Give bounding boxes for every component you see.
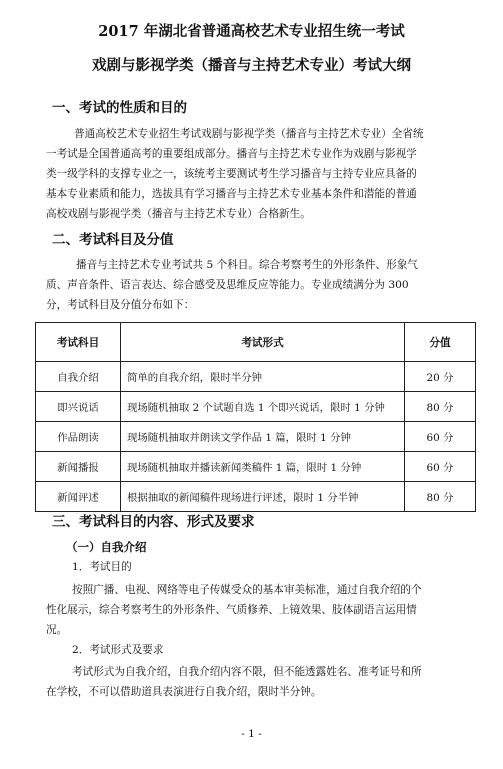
section2-line: 质、声音条件、语言表达、综合感受及思维反应等能力。专业成绩满分为 300 [46,279,409,291]
cell-score: 60 分 [405,452,476,482]
item2-heading: 2．考试形式及要求 [72,644,164,656]
cell-subject: 作品朗读 [36,422,121,452]
section2-line: 播音与主持艺术专业考试共 5 个科目。综合考察考生的外形条件、形象气 [76,259,418,271]
header-subject: 考试科目 [36,323,121,362]
item1-line: 性化展示，综合考察考生的外形条件、气质修养、上镜效果、肢体副语言运用情 [46,604,417,616]
section3-heading: 三、考试科目的内容、形式及要求 [52,514,255,530]
cell-subject: 自我介绍 [36,362,121,392]
item2-line: 考试形式为自我介绍，自我介绍内容不限，但不能透露姓名、准考证号和所 [72,666,422,678]
table-row [36,422,476,452]
document-title-line1: 2017 年湖北省普通高校艺术专业招生统一考试 [98,23,405,40]
section2-line: 分，考试科目及分值分布如下： [46,299,195,311]
page-number: - 1 - [241,728,262,740]
cell-format: 根据抽取的新闻稿件现场进行评述，限时 1 分半钟 [121,482,405,512]
item2-line: 在学校，不可以借助道具表演进行自我介绍，限时半分钟。 [46,686,322,698]
section1-heading: 一、考试的性质和目的 [52,100,187,116]
table-row [36,482,476,512]
cell-score: 80 分 [405,392,476,422]
cell-format: 简单的自我介绍，限时半分钟 [121,362,405,392]
header-format: 考试形式 [121,323,405,362]
exam-subjects-table [35,322,476,512]
table-row [36,392,476,422]
cell-subject: 新闻评述 [36,482,121,512]
section2-heading: 二、考试科目及分值 [52,232,174,248]
section1-line: 类一级学科的支撑专业之一，该统考主要测试考生学习播音与主持专业应具备的 [46,168,417,180]
cell-format: 现场随机抽取并播读新闻类稿件 1 篇，限时 1 分钟 [121,452,405,482]
cell-score: 20 分 [405,362,476,392]
table-row [36,452,476,482]
section1-line: 一考试是全国普通高考的重要组成部分。播音与主持艺术专业作为戏剧与影视学 [46,148,417,160]
cell-subject: 新闻播报 [36,452,121,482]
section1-line: 高校戏剧与影视学类（播音与主持艺术专业）合格新生。 [46,208,311,220]
cell-score: 60 分 [405,422,476,452]
item1-line: 按照广播、电视、网络等电子传媒受众的基本审美标准，通过自我介绍的个 [72,584,422,596]
item1-heading: 1．考试目的 [72,561,132,573]
cell-format: 现场随机抽取 2 个试题自选 1 个即兴说话，限时 1 分钟 [121,392,405,422]
cell-subject: 即兴说话 [36,392,121,422]
section1-line: 基本专业素质和能力，选拔具有学习播音与主持艺术专业基本条件和潜能的普通 [46,188,417,200]
table-header-row [36,323,476,362]
item1-line: 况。 [46,624,68,636]
cell-score: 80 分 [405,482,476,512]
document-title-line2: 戏剧与影视学类（播音与主持艺术专业）考试大纲 [92,57,411,74]
header-score: 分值 [405,323,476,362]
section3-sub1-heading: （一）自我介绍 [66,540,147,554]
table-row [36,362,476,392]
cell-format: 现场随机抽取并朗读文学作品 1 篇，限时 1 分钟 [121,422,405,452]
section1-line: 普通高校艺术专业招生考试戏剧与影视学类（播音与主持艺术专业）全省统 [74,128,424,140]
